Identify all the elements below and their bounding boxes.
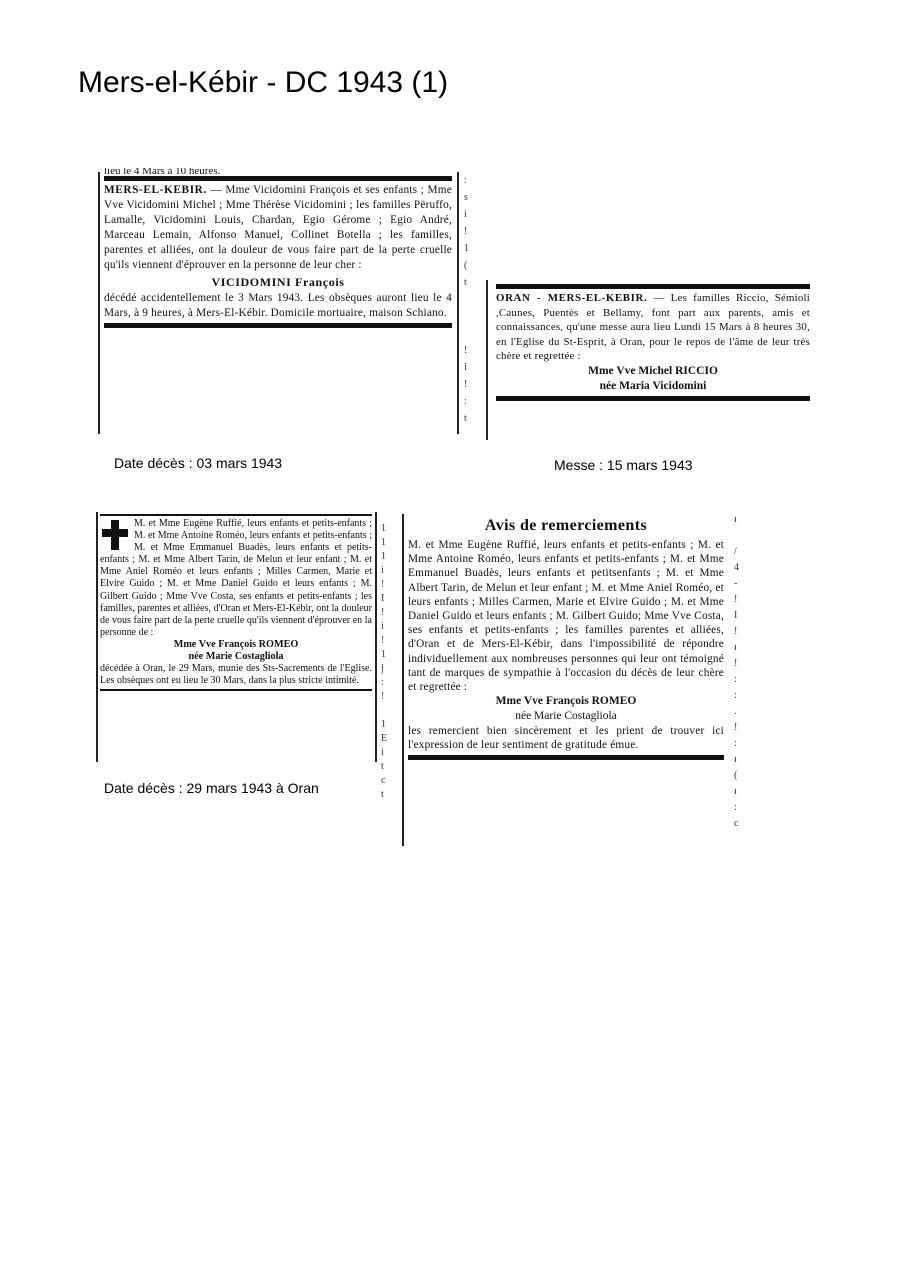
deceased-name: Mme Vve Michel RICCIO [588,364,718,377]
adjacent-column-marks: 1 1 1 i ! I ! i ! 1 j : ! 1 E i t c t [381,523,388,800]
notice-body: M. et Mme Eugène Ruffié, leurs enfants et petits-enfants ; M. et Mme Antoine Roméo, leurs enfants et petits-enfants ; M. et Mme Emmanuel Buadès, leurs enfants et petitsenfants ; M. et Mme Albert Tarin, de Melun et leur enfant ; M. et Mme Aniel Roméo, et leurs enfants ; Milles Carmen, Marie et Elvire Guido ; M. et Mme Daniel Guido et leurs enfants ; M. Gilbert Guido; Mme Vve Costa, ses enfants et petits-enfants ; les familles parentes et alliées, d'Oran et de Mers-El-Kébir, dans l'impossibilité de répondre individuellement aux nombreuses personnes qui leur ont témoigné tant de marques de sympathie à l'occasion du décès de leur chère et regrettée : [408,539,724,694]
notice-details: décédé accidentellement le 3 Mars 1943. Les obsèques auront lieu le 4 Mars, à 9 heures, à Mers-El-Kébir. Domicile mortuaire, maison Schiano. [104,291,452,319]
deceased-maiden-name: née Maria Vicidomini [599,379,707,392]
deceased-name: VICIDOMINI François [211,274,345,289]
notice-text [104,183,452,274]
notice-heading: MERS-EL-KEBIR. [104,184,207,196]
clipping-border [96,512,98,762]
notice-body: — Mme Vicidomini François et ses enfants ; Mme Vve Vicidomini Michel ; Mme Thérèse Vicidomini ; les familles Përuffo, Lamalle, Vicidomini Louis, Chardan, Egio Gérome ; Egio André, Marceau Lemain, Alfonso Manuel, Collinet Botella ; les familles, parentes et alliées, ont la douleur de vous faire part de la perte cruelle qu'ils viennent d'éprouver en la personne de leur cher : [104,184,452,272]
separator-rule [104,323,452,328]
caption-messe: Messe : 15 mars 1943 [554,457,693,473]
clipping-border [375,512,377,762]
deceased-name: Mme Vve François ROMEO [173,638,299,650]
notice-title: Avis de remerciements [484,517,648,534]
clipping-cut-line: lieu le 4 Mars à 10 heures. [104,168,221,174]
separator-rule [100,514,372,516]
notice-closing: les remercient bien sincèrement et les prient de trouver ici l'expression de leur sentiment de gratitude émue. [408,725,724,752]
clipping-border [486,280,488,440]
caption-date-deces-2: Date décès : 29 mars 1943 à Oran [104,780,319,796]
notice-details: décédée à Oran, le 29 Mars, munie des Sts-Sacrements de l'Eglise. Les obsèques ont eu lieu le 30 Mars, dans la plus stricte intimité. [100,662,372,687]
deceased-maiden-name: née Marie Costagliola [188,650,284,662]
clipping-messe-riccio [486,278,816,440]
clipping-border [98,172,100,434]
deceased-name: Mme Vve François ROMEO [495,695,637,708]
adjacent-column-marks: ı / 4 - ! I ! ı ! : : . ! : ı ( ı : c [734,514,739,829]
separator-rule [496,284,810,289]
notice-heading: ORAN - MERS-EL-KEBIR. [496,292,648,304]
clipping-deces-vicidomini [98,168,458,434]
caption-date-deces-1: Date décès : 03 mars 1943 [114,455,283,471]
notice-body: — Les familles Riccio, Sémioli ,Caunes, Puentès et Bellamy, font part aux parents, amis et connaissances, qu'une messe aura lieu Lundi 15 Mars à 8 heures 30, en l'Eglise du St-Esprit, à Oran, pour le repos de l'âme de leur très chère et regrettée : [496,292,810,363]
deceased-maiden-name: née Marie Costagliola [515,710,617,723]
clipping-border [402,514,404,846]
notice-body: M. et Mme Eugène Ruffié, leurs enfants et petits-enfants ; M. et Mme Antoine Roméo, leurs enfants et petits-enfants ; M. et Mme Emmanuel Buadès, leurs enfants et petits-enfants ; M. et Mme Albert Tarin, de Melun et leur enfant ; M. et Mme Aniel Roméo et leurs enfants ; Milles Carmen, Marie et Elvire Guido ; M. et Mme Daniel Guido et leurs enfants ; M. Gilbert Guido ; Mme Vve Costa, ses enfants et petits-enfants ; les familles, parentes et alliées, d'Oran et Mers-El-Kébir, ont la douleur de vous faire part de la perte cruelle qu'ils viennent d'éprouver en la personne de : [100,518,372,638]
cross-icon [102,520,128,550]
clipping-avis-remerciements [402,512,728,846]
page-title: Mers-el-Kébir - DC 1943 (1) [78,66,449,99]
adjacent-column-marks: : s i ! 1 ( t ! i ! : t [464,175,469,424]
clipping-border [457,172,459,434]
clipping-deces-romeo [96,512,376,760]
separator-rule [408,755,724,760]
separator-rule [100,689,372,691]
separator-rule [104,176,452,181]
notice-text [496,291,810,364]
separator-rule [496,396,810,401]
